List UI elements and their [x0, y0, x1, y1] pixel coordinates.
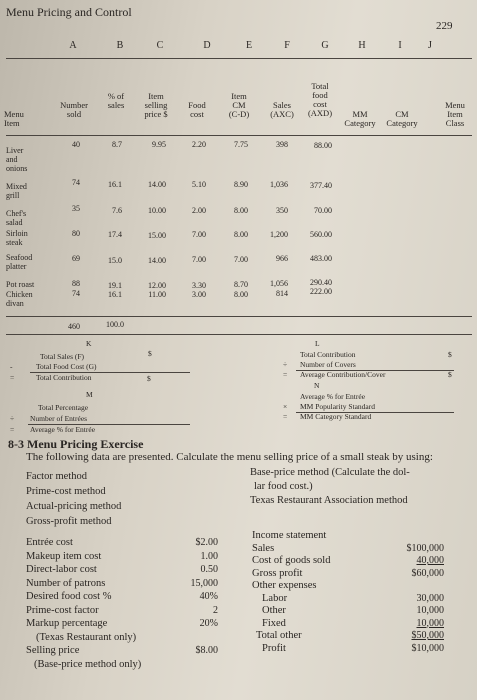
cell-price: 12.00 — [148, 281, 166, 290]
row-item-label: Mixed grill — [6, 182, 27, 200]
summary-k: K — [86, 339, 92, 348]
cell-total-food: 222.00 — [310, 287, 332, 296]
minus-sign: - — [10, 362, 13, 371]
cell-number-sold: 74 — [72, 178, 80, 187]
col-letter-g: G — [321, 40, 329, 51]
cell-food-cost: 7.00 — [192, 230, 206, 239]
summary-total-contribution: Total Contribution — [36, 373, 92, 382]
equals-sign: = — [283, 412, 288, 421]
cell-number-sold: 80 — [72, 229, 80, 238]
methods-right: Base-price method (Calculate the dol- lar food cost.) Texas Restaurant Association method — [250, 467, 410, 506]
header-rule — [6, 58, 472, 59]
th-total-food-cost: Total food cost (AXD) — [307, 81, 333, 118]
col-letter-e: E — [245, 40, 253, 51]
summary-number-covers: Number of Covers — [300, 360, 356, 369]
col-letter-j: J — [428, 40, 432, 51]
cell-pct: 16.1 — [108, 180, 122, 189]
cell-price: 14.00 — [148, 256, 166, 265]
cell-number-sold: 35 — [72, 204, 80, 213]
th-pct-sales: % of sales — [107, 91, 125, 110]
cell-number-sold: 40 — [72, 140, 80, 149]
col-letter-i: I — [398, 40, 402, 51]
th-cm-category: CM Category — [386, 109, 418, 128]
page-number: 229 — [436, 20, 453, 32]
th-food-cost: Food cost — [188, 100, 206, 119]
cell-food-cost: 3.30 — [192, 281, 206, 290]
summary-total-sales: Total Sales (F) — [40, 352, 85, 361]
running-header: Menu Pricing and Control — [6, 5, 132, 19]
summary-dollar-2: $ — [147, 374, 151, 383]
summary-total-food-cost: Total Food Cost (G) — [36, 362, 97, 371]
cell-pct: 8.7 — [112, 140, 122, 149]
cell-food-cost: 5.10 — [192, 180, 206, 189]
cell-price: 9.95 — [152, 140, 166, 149]
cell-cm: 7.75 — [234, 140, 248, 149]
totals-rule-top — [6, 316, 472, 317]
cell-pct: 19.1 — [108, 281, 122, 290]
income-labels: Income statement Sales Cost of goods sold Gross profit Other expenses Labor Other Fixed Total other Profit — [252, 530, 331, 654]
cell-total-food: 560.00 — [310, 230, 332, 239]
cell-cm: 8.90 — [234, 180, 248, 189]
row-item-label: Sirloin steak — [6, 229, 28, 247]
cell-sales: 966 — [276, 254, 288, 263]
cell-pct: 17.4 — [108, 230, 122, 239]
cell-sales: 1,056 — [270, 279, 288, 288]
th-sales: Sales (AXC) — [270, 100, 294, 119]
cell-food-cost: 2.20 — [192, 140, 206, 149]
divide-sign: ÷ — [283, 360, 288, 369]
summary-l: L — [315, 339, 320, 348]
summary-right-average-pct: Average % for Entrée — [300, 392, 366, 401]
cell-pct: 15.0 — [108, 256, 122, 265]
cell-cm: 8.00 — [234, 206, 248, 215]
row-item-label: Chef's salad — [6, 209, 27, 227]
cell-sales: 398 — [276, 140, 288, 149]
cell-cm: 7.00 — [234, 255, 248, 264]
summary-mm-category: MM Category Standard — [300, 412, 372, 421]
cell-total-food: 290.40 — [310, 278, 332, 287]
summary-n: N — [314, 381, 320, 390]
col-letter-h: H — [358, 40, 366, 51]
income-values: $100,000 40,000 $60,000 30,000 10,000 10,000 $50,000 $10,000 — [406, 542, 444, 654]
exercise-title: 8-3 Menu Pricing Exercise — [8, 437, 144, 451]
th-menu-item: Menu Item — [4, 109, 24, 128]
equals-sign: = — [283, 370, 288, 379]
summary-right-total-contribution: Total Contribution — [300, 350, 356, 359]
cell-food-cost: 2.00 — [192, 206, 206, 215]
cell-sales: 350 — [276, 206, 288, 215]
total-number-sold: 460 — [68, 322, 80, 331]
summary-dollar-4: $ — [448, 370, 452, 379]
cell-sales: 1,200 — [270, 230, 288, 239]
equals-sign: = — [10, 425, 15, 434]
col-letter-c: C — [156, 40, 164, 51]
cell-number-sold: 74 — [72, 289, 80, 298]
row-item-label: Liver and onions — [6, 146, 28, 173]
th-menu-item-class: Menu Item Class — [445, 100, 465, 128]
row-item-label: Seafood platter — [6, 253, 33, 271]
cell-food-cost: 3.00 — [192, 290, 206, 299]
table-header-rule — [6, 135, 472, 136]
cell-number-sold: 69 — [72, 254, 80, 263]
cell-total-food: 70.00 — [314, 206, 332, 215]
summary-dollar-1: $ — [148, 349, 152, 358]
cell-price: 14.00 — [148, 180, 166, 189]
cell-total-food: 88.00 — [314, 141, 332, 150]
th-item-cm: Item CM (C-D) — [228, 91, 250, 119]
exercise-intro: The following data are presented. Calculate the menu selling price of a small steak by using: — [26, 451, 433, 463]
summary-m: M — [86, 390, 93, 399]
th-mm-category: MM Category — [344, 109, 376, 128]
summary-mm-popularity: MM Popularity Standard — [300, 402, 375, 411]
cell-number-sold: 88 — [72, 279, 80, 288]
cell-sales: 1,036 — [270, 180, 288, 189]
cell-total-food: 483.00 — [310, 254, 332, 263]
col-letter-b: B — [116, 40, 124, 51]
times-sign: × — [283, 402, 288, 411]
totals-rule-bottom — [6, 334, 472, 335]
cell-total-food: 377.40 — [310, 181, 332, 190]
methods-left: Factor method Prime-cost method Actual-pricing method Gross-profit method — [26, 471, 122, 527]
cell-pct: 16.1 — [108, 290, 122, 299]
row-item-label: Pot roast — [6, 280, 35, 289]
summary-dollar-3: $ — [448, 350, 452, 359]
cell-price: 15.00 — [148, 231, 166, 240]
summary-total-percentage: Total Percentage — [38, 403, 89, 412]
th-selling-price: Item selling price $ — [144, 91, 168, 119]
equals-sign: = — [10, 373, 15, 382]
row-item-label: Chicken divan — [6, 290, 33, 308]
cell-food-cost: 7.00 — [192, 255, 206, 264]
data-values: $2.00 1.00 0.50 15,000 40% 2 20% $8.00 — [190, 537, 218, 656]
col-letter-a: A — [69, 40, 77, 51]
summary-average-pct-entree: Average % for Entrée — [30, 425, 96, 434]
cell-pct: 7.6 — [112, 206, 122, 215]
cell-price: 11.00 — [148, 290, 166, 299]
cell-sales: 814 — [276, 289, 288, 298]
summary-number-entrees: Number of Entrées — [30, 414, 88, 423]
summary-average-contribution: Average Contribution/Cover — [300, 370, 386, 379]
col-letter-d: D — [203, 40, 211, 51]
total-pct: 100.0 — [106, 320, 124, 329]
th-number-sold: Number sold — [60, 100, 88, 119]
col-letter-f: F — [284, 40, 290, 51]
divide-sign: ÷ — [10, 414, 15, 423]
data-labels: Entrée cost Makeup item cost Direct-labor cost Number of patrons Desired food cost % Prime-cost factor Markup percentage (Texas Restaurant only) Selling price (Base-price method only) — [26, 537, 142, 670]
cell-cm: 8.70 — [234, 280, 248, 289]
cell-price: 10.00 — [148, 206, 166, 215]
cell-cm: 8.00 — [234, 290, 248, 299]
cell-cm: 8.00 — [234, 230, 248, 239]
